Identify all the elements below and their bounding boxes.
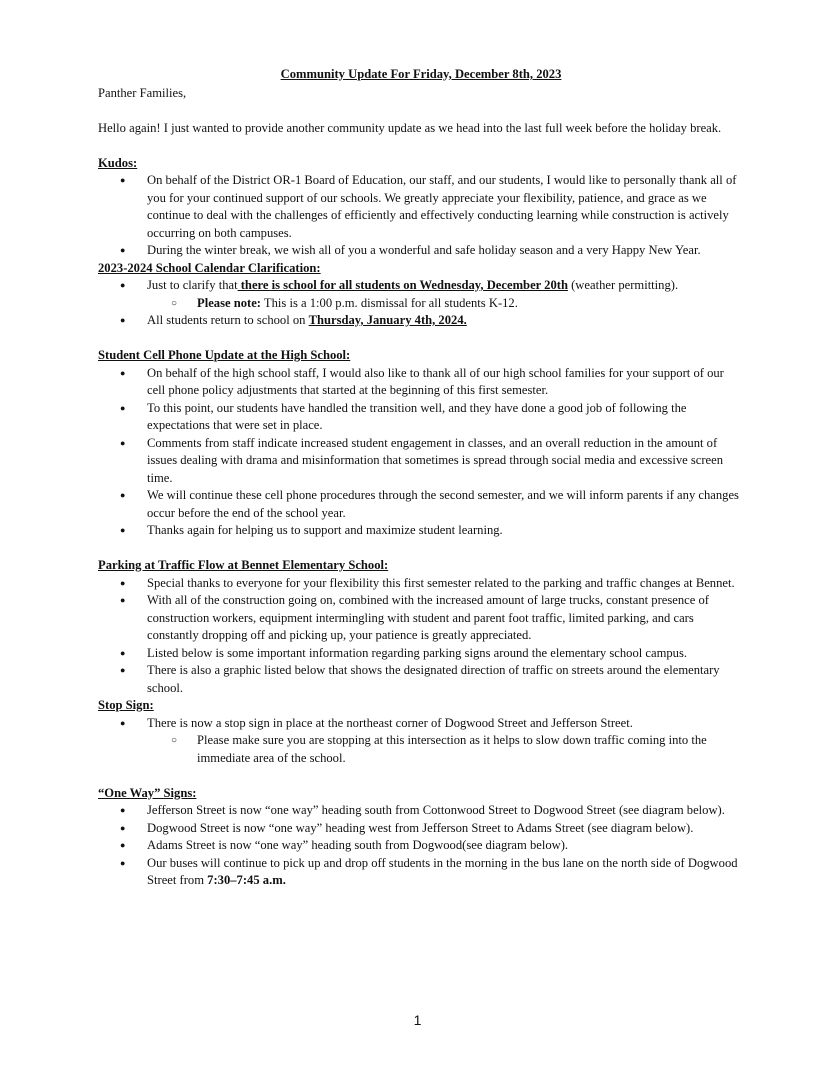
note-text: This is a 1:00 p.m. dismissal for all students K-12. (261, 295, 518, 310)
list-item: ● There is now a stop sign in place at the northeast corner of Dogwood Street and Jefferson Street. (98, 715, 744, 733)
parking-heading: Parking at Traffic Flow at Bennet Elementary School: (98, 558, 389, 572)
kudos-list (98, 172, 744, 260)
cellphone-heading: Student Cell Phone Update at the High School: (98, 348, 351, 362)
sub-list-item (98, 295, 744, 313)
stop-sign-list (98, 715, 744, 768)
note-label: Please note: (197, 295, 261, 310)
list-item: ● Dogwood Street is now “one way” heading west from Jefferson Street to Adams Street (see diagram below). (98, 820, 744, 838)
greeting: Panther Families, (98, 85, 187, 100)
bus-text: Our buses will continue to pick up and drop off students in the morning in the bus lane on the north side of Dogwood Street from (147, 855, 738, 887)
one-way-heading: “One Way” Signs: (98, 785, 197, 800)
stop-sign-heading: Stop Sign: (98, 698, 154, 712)
parking-list (98, 575, 744, 698)
cellphone-list (98, 365, 744, 540)
list-item (98, 855, 744, 890)
list-item: ● Jefferson Street is now “one way” heading south from Cottonwood Street to Dogwood Street (see diagram below). (98, 802, 744, 820)
page-number: 1 (413, 1012, 422, 1028)
list-item: ● Thanks again for helping us to support and maximize student learning. (98, 522, 744, 540)
one-way-list (98, 802, 744, 890)
document-body (98, 66, 744, 890)
list-item: ● We will continue these cell phone procedures through the second semester, and we will inform parents if any changes occur before the end of the school year. (98, 487, 744, 522)
list-item: ● On behalf of the high school staff, I would also like to thank all of our high school families for your support of our cell phone policy adjustments that started at the beginning of this first semester. (98, 365, 744, 400)
document-title: Community Update For Friday, December 8th, 2023 (280, 67, 562, 81)
calendar-text: (weather permitting). (567, 278, 679, 292)
calendar-text: Just to clarify that (147, 278, 238, 292)
intro-paragraph: Hello again! I just wanted to provide another community update as we head into the last full week before the holiday break. (98, 120, 722, 135)
calendar-text: All students return to school on (147, 313, 309, 327)
bus-time: 7:30–7:45 a.m. (207, 873, 286, 887)
spacer (98, 102, 744, 120)
list-item: ● During the winter break, we wish all of you a wonderful and safe holiday season and a very Happy New Year. (98, 242, 744, 260)
list-item: ● There is also a graphic listed below that shows the designated direction of traffic on streets around the elementary school. (98, 662, 744, 697)
list-item: ● Comments from staff indicate increased student engagement in classes, and an overall reduction in the amount of issues dealing with drama and misinformation that sometimes is spread through social media and excessive screen time. (98, 435, 744, 488)
list-item: ● Listed below is some important information regarding parking signs around the elementary school campus. (98, 645, 744, 663)
spacer (98, 137, 744, 155)
calendar-emphasis: there is school for all students on Wednesday, December 20th (237, 278, 568, 292)
spacer (98, 330, 744, 348)
sub-list-item: ○ Please make sure you are stopping at this intersection as it helps to slow down traffic coming into the immediate area of the school. (98, 732, 744, 767)
calendar-emphasis: Thursday, January 4th, 2024. (308, 313, 467, 327)
list-item: ● Special thanks to everyone for your flexibility this first semester related to the parking and traffic changes at Bennet. (98, 575, 744, 593)
list-item: ● With all of the construction going on, combined with the increased amount of large trucks, constant presence of construction workers, equipment intermingling with student and parent foot traffic, limited parking, and cars constantly dropping off and picking up, your patience is greatly appreciated. (98, 592, 744, 645)
calendar-heading: 2023-2024 School Calendar Clarification: (98, 260, 321, 275)
kudos-heading: Kudos: (98, 155, 138, 170)
spacer (98, 540, 744, 558)
list-item: ● To this point, our students have handled the transition well, and they have done a good job of following the expectations that were set in place. (98, 400, 744, 435)
list-item (98, 277, 744, 295)
list-item (98, 312, 744, 330)
list-item: ● Adams Street is now “one way” heading south from Dogwood(see diagram below). (98, 837, 744, 855)
spacer (98, 767, 744, 785)
list-item: ● On behalf of the District OR-1 Board of Education, our staff, and our students, I would like to personally thank all of you for your continued support of our schools. We greatly appreciate your flexibility, patience, and grace as we continue to deal with the challenges of efficiently and effectively conducting learning while construction is actively occurring on both campuses. (98, 172, 744, 242)
calendar-list (98, 277, 744, 330)
